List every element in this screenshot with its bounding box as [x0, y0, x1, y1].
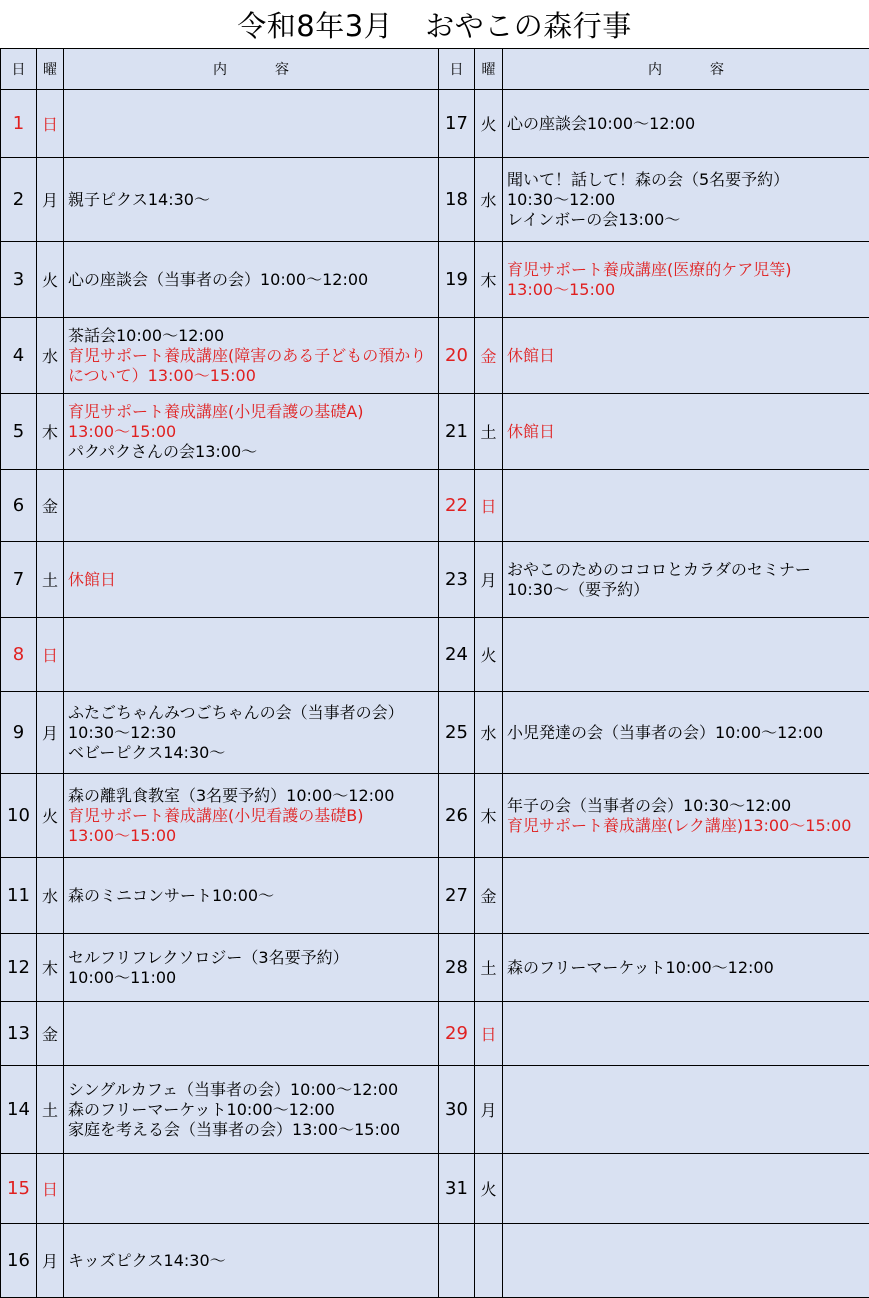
day-number: 16: [1, 1224, 37, 1298]
event-line: 家庭を考える会（当事者の会）13:00～15:00: [68, 1120, 437, 1140]
event-line: 13:00～15:00: [68, 422, 437, 442]
day-number: 5: [1, 394, 37, 470]
weekday: 木: [37, 934, 64, 1002]
event-cell: [64, 1066, 439, 1154]
header-day: 日: [1, 49, 37, 90]
weekday: 火: [475, 1154, 503, 1224]
event-cell: [64, 618, 439, 692]
event-cell: [503, 1066, 869, 1154]
event-line: 13:00～15:00: [507, 280, 868, 300]
event-cell: [64, 542, 439, 618]
weekday: 火: [475, 90, 503, 158]
day-number: 25: [439, 692, 475, 774]
event-line: 育児サポート養成講座(レク講座)13:00～15:00: [507, 816, 868, 836]
day-number: 6: [1, 470, 37, 542]
event-cell: [64, 90, 439, 158]
header-weekday: 曜: [475, 49, 503, 90]
weekday: [475, 1224, 503, 1298]
weekday: 土: [37, 542, 64, 618]
event-line: 休館日: [507, 422, 868, 442]
calendar-row: [1, 1002, 869, 1066]
event-cell: [64, 858, 439, 934]
event-cell: [64, 242, 439, 318]
day-number: 24: [439, 618, 475, 692]
calendar-body: [1, 90, 869, 1298]
weekday: 木: [37, 394, 64, 470]
event-cell: [64, 934, 439, 1002]
event-line: 年子の会（当事者の会）10:30～12:00: [507, 796, 868, 816]
day-number: 21: [439, 394, 475, 470]
day-number: 26: [439, 774, 475, 858]
event-calendar-table: [0, 48, 869, 1298]
event-cell: [503, 858, 869, 934]
day-number: 2: [1, 158, 37, 242]
header-content-left: 内: [624, 59, 686, 79]
event-line: 茶話会10:00～12:00: [68, 326, 437, 346]
day-number: 28: [439, 934, 475, 1002]
weekday: 水: [475, 158, 503, 242]
calendar-row: [1, 318, 869, 394]
event-line: 10:00～11:00: [68, 968, 437, 988]
event-cell: [64, 470, 439, 542]
weekday: 月: [37, 692, 64, 774]
event-cell: [503, 618, 869, 692]
day-number: 31: [439, 1154, 475, 1224]
event-cell: [503, 1154, 869, 1224]
header-row: [1, 49, 869, 90]
header-content: [503, 49, 869, 90]
day-number: 30: [439, 1066, 475, 1154]
weekday: 火: [37, 242, 64, 318]
calendar-title: [0, 0, 869, 48]
calendar-row: [1, 618, 869, 692]
event-line: 小児発達の会（当事者の会）10:00～12:00: [507, 723, 868, 743]
event-line: 心の座談会10:00～12:00: [507, 114, 868, 134]
event-line: ベビーピクス14:30～: [68, 743, 437, 763]
day-number: 23: [439, 542, 475, 618]
event-cell: [64, 158, 439, 242]
day-number: 17: [439, 90, 475, 158]
title-month: 令和8年3月: [237, 9, 393, 43]
weekday: 金: [475, 858, 503, 934]
weekday: 土: [475, 394, 503, 470]
day-number: 9: [1, 692, 37, 774]
event-cell: [64, 1002, 439, 1066]
event-line: 心の座談会（当事者の会）10:00～12:00: [68, 270, 437, 290]
event-line: について）13:00～15:00: [68, 366, 437, 386]
calendar-row: [1, 158, 869, 242]
title-org: おやこの森行事: [425, 9, 632, 43]
day-number: 7: [1, 542, 37, 618]
calendar-row: [1, 1224, 869, 1298]
weekday: 日: [37, 618, 64, 692]
weekday: 土: [475, 934, 503, 1002]
event-cell: [64, 394, 439, 470]
event-line: 13:00～15:00: [68, 826, 437, 846]
weekday: 土: [37, 1066, 64, 1154]
calendar-row: [1, 1154, 869, 1224]
header-content: [64, 49, 439, 90]
weekday: 水: [475, 692, 503, 774]
weekday: 金: [475, 318, 503, 394]
day-number: 15: [1, 1154, 37, 1224]
calendar-row: [1, 394, 869, 470]
weekday: 金: [37, 1002, 64, 1066]
day-number: 13: [1, 1002, 37, 1066]
calendar-row: [1, 1066, 869, 1154]
weekday: 日: [475, 1002, 503, 1066]
calendar-row: [1, 242, 869, 318]
day-number: 11: [1, 858, 37, 934]
day-number: 19: [439, 242, 475, 318]
event-line: 森のフリーマーケット10:00～12:00: [507, 958, 868, 978]
day-number: 27: [439, 858, 475, 934]
event-cell: [503, 692, 869, 774]
header-weekday: 曜: [37, 49, 64, 90]
event-line: 育児サポート養成講座(小児看護の基礎B): [68, 806, 437, 826]
event-cell: [503, 1224, 869, 1298]
day-number: [439, 1224, 475, 1298]
event-line: 休館日: [507, 346, 868, 366]
event-line: 10:30～12:30: [68, 723, 437, 743]
weekday: 月: [37, 1224, 64, 1298]
day-number: 29: [439, 1002, 475, 1066]
event-cell: [503, 158, 869, 242]
day-number: 20: [439, 318, 475, 394]
event-cell: [64, 692, 439, 774]
event-line: ふたごちゃんみつごちゃんの会（当事者の会）: [68, 703, 437, 723]
event-line: キッズピクス14:30～: [68, 1251, 437, 1271]
event-line: 親子ピクス14:30～: [68, 190, 437, 210]
event-cell: [503, 470, 869, 542]
weekday: 日: [37, 90, 64, 158]
weekday: 水: [37, 318, 64, 394]
event-line: セルフリフレクソロジー（3名要予約）: [68, 948, 437, 968]
day-number: 8: [1, 618, 37, 692]
weekday: 火: [37, 774, 64, 858]
header-day: 日: [439, 49, 475, 90]
event-line: 育児サポート養成講座(小児看護の基礎A): [68, 402, 437, 422]
weekday: 木: [475, 242, 503, 318]
day-number: 18: [439, 158, 475, 242]
weekday: 月: [475, 1066, 503, 1154]
event-cell: [64, 318, 439, 394]
event-line: 10:30～（要予約）: [507, 580, 868, 600]
event-line: 育児サポート養成講座(医療的ケア児等): [507, 260, 868, 280]
weekday: 火: [475, 618, 503, 692]
weekday: 木: [475, 774, 503, 858]
event-line: 森のフリーマーケット10:00～12:00: [68, 1100, 437, 1120]
event-line: 休館日: [68, 570, 437, 590]
event-line: 育児サポート養成講座(障害のある子どもの預かり: [68, 346, 437, 366]
day-number: 1: [1, 90, 37, 158]
event-cell: [503, 242, 869, 318]
weekday: 日: [475, 470, 503, 542]
event-line: レインボーの会13:00～: [507, 210, 868, 230]
event-line: 森のミニコンサート10:00～: [68, 886, 437, 906]
event-line: パクパクさんの会13:00～: [68, 442, 437, 462]
calendar-row: [1, 858, 869, 934]
calendar-row: [1, 934, 869, 1002]
weekday: 金: [37, 470, 64, 542]
calendar-row: [1, 542, 869, 618]
header-content-left: 内: [189, 59, 251, 79]
event-cell: [503, 318, 869, 394]
event-cell: [64, 1154, 439, 1224]
event-line: おやこのためのココロとカラダのセミナー: [507, 560, 868, 580]
header-content-right: 容: [251, 59, 313, 79]
day-number: 4: [1, 318, 37, 394]
weekday: 水: [37, 858, 64, 934]
event-line: シングルカフェ（当事者の会）10:00～12:00: [68, 1080, 437, 1100]
event-cell: [503, 934, 869, 1002]
event-cell: [64, 1224, 439, 1298]
weekday: 日: [37, 1154, 64, 1224]
calendar-row: [1, 90, 869, 158]
day-number: 14: [1, 1066, 37, 1154]
day-number: 22: [439, 470, 475, 542]
day-number: 10: [1, 774, 37, 858]
event-cell: [503, 774, 869, 858]
day-number: 3: [1, 242, 37, 318]
event-cell: [503, 542, 869, 618]
event-line: 森の離乳食教室（3名要予約）10:00～12:00: [68, 786, 437, 806]
calendar-row: [1, 774, 869, 858]
weekday: 月: [37, 158, 64, 242]
day-number: 12: [1, 934, 37, 1002]
event-cell: [64, 774, 439, 858]
calendar-row: [1, 692, 869, 774]
event-line: 10:30～12:00: [507, 190, 868, 210]
event-cell: [503, 90, 869, 158]
event-line: 聞いて！話して！森の会（5名要予約）: [507, 170, 868, 190]
weekday: 月: [475, 542, 503, 618]
header-content-right: 容: [686, 59, 748, 79]
event-cell: [503, 1002, 869, 1066]
calendar-row: [1, 470, 869, 542]
event-cell: [503, 394, 869, 470]
